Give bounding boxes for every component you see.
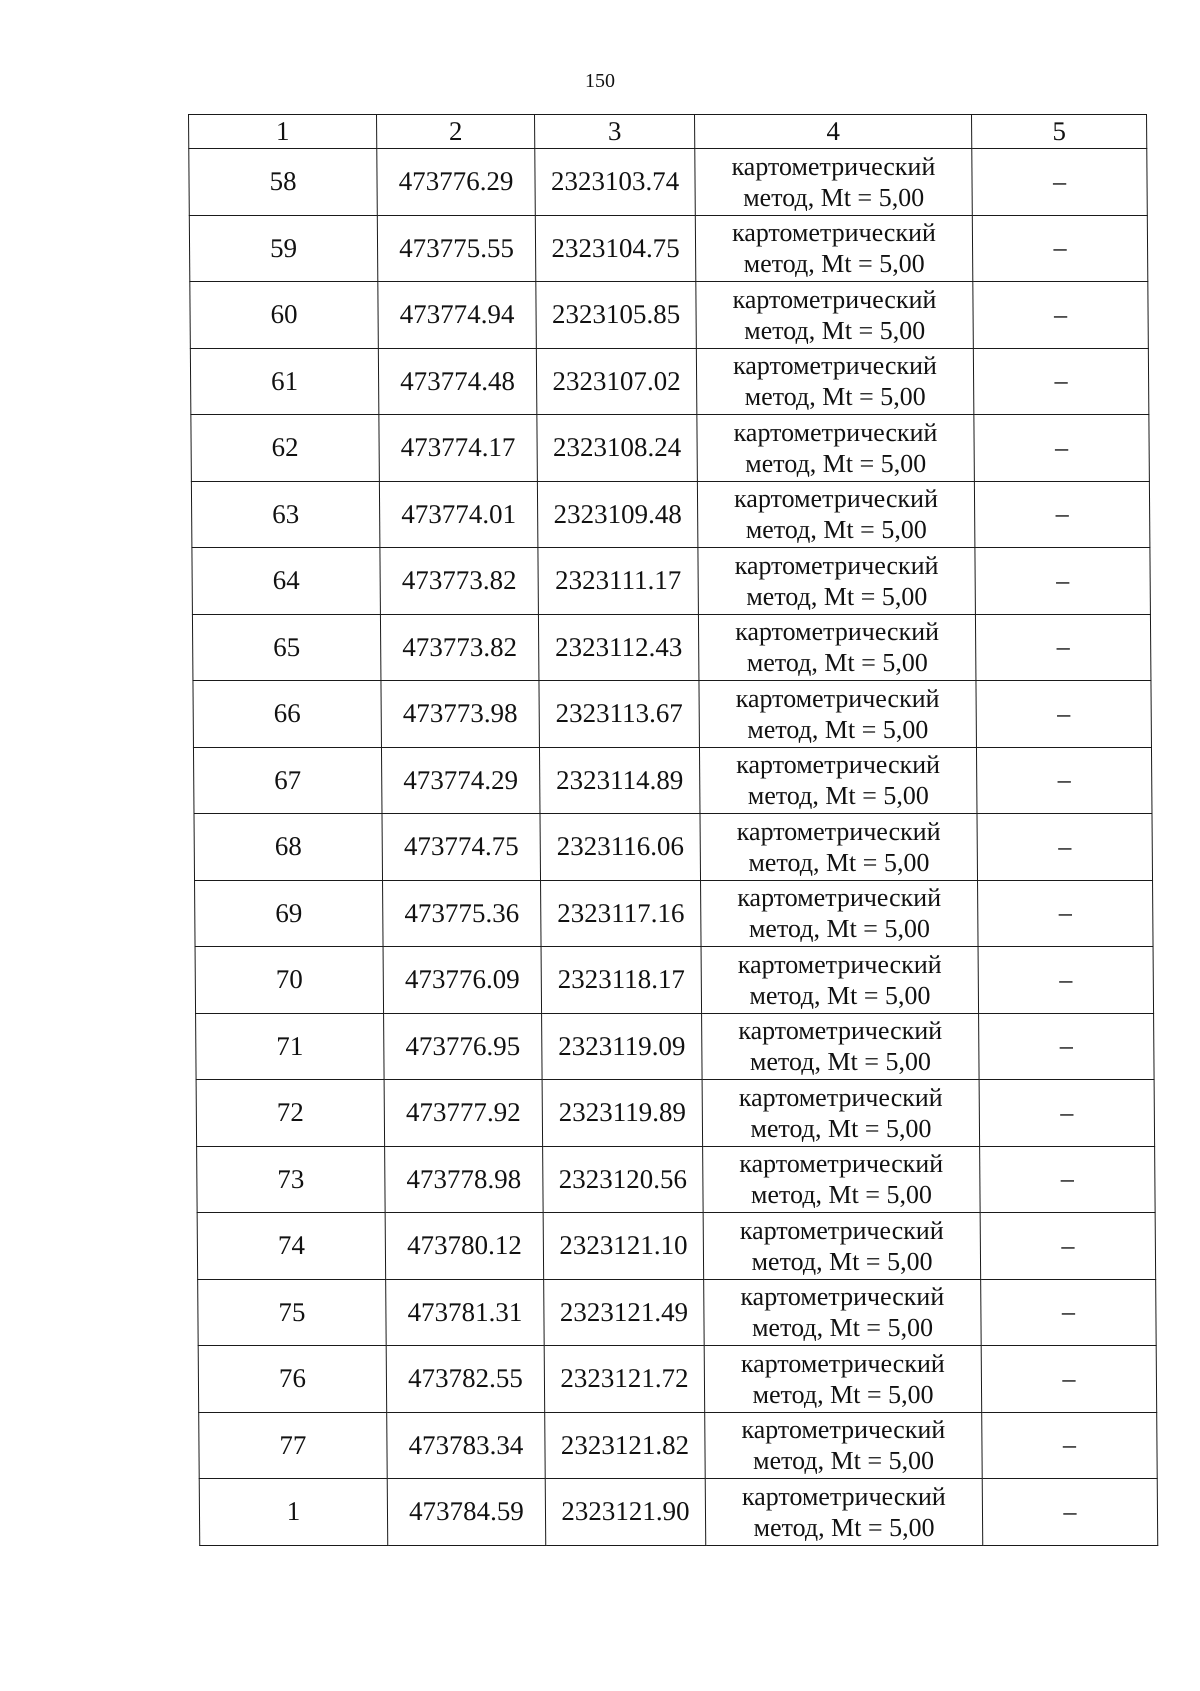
- method-line-1: картометрический: [741, 1415, 946, 1445]
- coordinates-table: [188, 114, 1158, 1546]
- method-cell: [702, 1080, 980, 1147]
- point-number-cell: 59: [189, 215, 378, 282]
- point-number-cell: 65: [192, 614, 381, 681]
- method-cell: [697, 415, 975, 482]
- x-coordinate-cell: 473776.09: [383, 947, 542, 1014]
- method-line-1: картометрический: [737, 949, 942, 979]
- method-line-2: метод, Mt = 5,00: [748, 847, 930, 877]
- column-5-cell: –: [975, 548, 1151, 615]
- table-row: [195, 947, 1154, 1014]
- column-5-cell: –: [978, 880, 1154, 947]
- x-coordinate-cell: 473782.55: [386, 1346, 545, 1413]
- y-coordinate-cell: 2323116.06: [540, 814, 701, 881]
- method-cell: [701, 880, 979, 947]
- method-cell: [696, 348, 974, 415]
- column-5-cell: –: [972, 215, 1148, 282]
- y-coordinate-cell: 2323120.56: [543, 1146, 704, 1213]
- table-row: [197, 1146, 1156, 1213]
- table-row: [196, 1013, 1155, 1080]
- x-coordinate-cell: 473784.59: [387, 1479, 546, 1546]
- method-line-1: картометрический: [738, 1082, 943, 1112]
- point-number-cell: 74: [197, 1213, 386, 1280]
- point-number-cell: 58: [189, 149, 378, 216]
- x-coordinate-cell: 473774.29: [381, 747, 540, 814]
- method-line-2: метод, Mt = 5,00: [749, 1047, 932, 1077]
- table-row: [193, 681, 1152, 748]
- column-5-cell: –: [973, 282, 1149, 349]
- method-cell: [700, 814, 978, 881]
- method-line-2: метод, Mt = 5,00: [751, 1246, 933, 1276]
- table-row: [198, 1346, 1157, 1413]
- x-coordinate-cell: 473775.55: [377, 215, 536, 282]
- point-number-cell: 63: [191, 481, 380, 548]
- column-5-cell: –: [979, 1013, 1155, 1080]
- table-row: [199, 1412, 1158, 1479]
- method-line-2: метод, Mt = 5,00: [748, 914, 931, 944]
- table-row: [199, 1479, 1158, 1546]
- x-coordinate-cell: 473773.82: [380, 548, 539, 615]
- method-line-2: метод, Mt = 5,00: [747, 781, 929, 811]
- column-5-cell: –: [973, 348, 1149, 415]
- method-line-1: картометрический: [731, 218, 936, 248]
- method-line-2: метод, Mt = 5,00: [750, 1113, 932, 1143]
- point-number-cell: 68: [194, 814, 383, 881]
- table-row: [192, 614, 1151, 681]
- column-5-cell: –: [981, 1279, 1157, 1346]
- x-coordinate-cell: 473776.95: [384, 1013, 543, 1080]
- method-line-1: картометрический: [739, 1215, 944, 1245]
- point-number-cell: 67: [193, 747, 382, 814]
- method-cell: [705, 1479, 983, 1546]
- x-coordinate-cell: 473774.17: [379, 415, 538, 482]
- x-coordinate-cell: 473775.36: [383, 880, 542, 947]
- table-row: [193, 747, 1152, 814]
- y-coordinate-cell: 2323119.09: [542, 1013, 703, 1080]
- method-line-1: картометрический: [732, 284, 937, 314]
- y-coordinate-cell: 2323113.67: [539, 681, 700, 748]
- method-line-2: метод, Mt = 5,00: [743, 182, 925, 212]
- method-line-1: картометрический: [736, 816, 941, 846]
- method-cell: [699, 681, 977, 748]
- method-line-2: метод, Mt = 5,00: [751, 1313, 934, 1343]
- table-body: [189, 149, 1158, 1546]
- x-coordinate-cell: 473774.01: [379, 481, 538, 548]
- method-line-1: картометрический: [739, 1149, 944, 1179]
- column-5-cell: –: [981, 1346, 1157, 1413]
- header-col-5: 5: [972, 115, 1147, 149]
- method-line-1: картометрический: [734, 550, 939, 580]
- method-line-1: картометрический: [733, 417, 938, 447]
- header-row: [189, 115, 1147, 149]
- header-col-3: 3: [535, 115, 695, 149]
- table-row: [191, 415, 1150, 482]
- column-5-cell: –: [982, 1479, 1158, 1546]
- header-col-4: 4: [695, 115, 972, 149]
- method-cell: [695, 149, 973, 216]
- y-coordinate-cell: 2323121.10: [543, 1213, 704, 1280]
- x-coordinate-cell: 473776.29: [377, 149, 536, 216]
- x-coordinate-cell: 473773.98: [381, 681, 540, 748]
- method-line-1: картометрический: [731, 151, 936, 181]
- method-line-2: метод, Mt = 5,00: [744, 315, 926, 345]
- page-number: 150: [585, 70, 615, 92]
- column-5-cell: –: [979, 1080, 1155, 1147]
- method-cell: [703, 1213, 981, 1280]
- table-row: [192, 548, 1151, 615]
- y-coordinate-cell: 2323105.85: [536, 282, 697, 349]
- method-line-2: метод, Mt = 5,00: [747, 714, 929, 744]
- method-cell: [702, 1013, 980, 1080]
- method-cell: [703, 1146, 981, 1213]
- method-line-1: картометрический: [740, 1282, 945, 1312]
- y-coordinate-cell: 2323107.02: [536, 348, 697, 415]
- table-row: [190, 282, 1149, 349]
- point-number-cell: 76: [198, 1346, 387, 1413]
- method-cell: [701, 947, 979, 1014]
- point-number-cell: 77: [199, 1412, 388, 1479]
- method-line-2: метод, Mt = 5,00: [752, 1379, 934, 1409]
- table-row: [197, 1213, 1156, 1280]
- point-number-cell: 60: [190, 282, 379, 349]
- method-line-2: метод, Mt = 5,00: [753, 1512, 935, 1542]
- x-coordinate-cell: 473774.94: [378, 282, 537, 349]
- column-5-cell: –: [980, 1146, 1156, 1213]
- x-coordinate-cell: 473778.98: [385, 1146, 544, 1213]
- point-number-cell: 71: [196, 1013, 385, 1080]
- method-line-2: метод, Mt = 5,00: [746, 581, 928, 611]
- point-number-cell: 70: [195, 947, 384, 1014]
- point-number-cell: 66: [193, 681, 382, 748]
- point-number-cell: 62: [191, 415, 380, 482]
- y-coordinate-cell: 2323121.82: [545, 1412, 706, 1479]
- column-5-cell: –: [977, 814, 1153, 881]
- method-line-1: картометрический: [735, 683, 940, 713]
- method-cell: [695, 215, 973, 282]
- y-coordinate-cell: 2323118.17: [541, 947, 702, 1014]
- column-5-cell: –: [975, 614, 1151, 681]
- method-line-1: картометрический: [734, 484, 939, 514]
- point-number-cell: 61: [190, 348, 379, 415]
- table-row: [191, 481, 1150, 548]
- x-coordinate-cell: 473774.75: [382, 814, 541, 881]
- x-coordinate-cell: 473774.48: [378, 348, 537, 415]
- header-col-2: 2: [377, 115, 535, 149]
- method-cell: [698, 548, 976, 615]
- method-line-1: картометрический: [732, 351, 937, 381]
- x-coordinate-cell: 473781.31: [386, 1279, 545, 1346]
- method-cell: [704, 1346, 982, 1413]
- method-line-1: картометрический: [741, 1481, 946, 1511]
- table-row: [198, 1279, 1157, 1346]
- method-line-1: картометрический: [736, 750, 941, 780]
- point-number-cell: 64: [192, 548, 381, 615]
- y-coordinate-cell: 2323121.90: [545, 1479, 706, 1546]
- y-coordinate-cell: 2323111.17: [538, 548, 699, 615]
- y-coordinate-cell: 2323108.24: [537, 415, 698, 482]
- x-coordinate-cell: 473783.34: [387, 1412, 546, 1479]
- y-coordinate-cell: 2323121.49: [544, 1279, 705, 1346]
- method-line-2: метод, Mt = 5,00: [745, 448, 927, 478]
- method-cell: [704, 1279, 982, 1346]
- column-5-cell: –: [978, 947, 1154, 1014]
- method-line-2: метод, Mt = 5,00: [746, 648, 928, 678]
- column-5-cell: –: [976, 681, 1152, 748]
- column-5-cell: –: [974, 415, 1150, 482]
- point-number-cell: 72: [196, 1080, 385, 1147]
- method-cell: [699, 747, 977, 814]
- point-number-cell: 75: [198, 1279, 387, 1346]
- header-col-1: 1: [189, 115, 377, 149]
- method-cell: [698, 614, 976, 681]
- table-row: [190, 348, 1149, 415]
- y-coordinate-cell: 2323104.75: [535, 215, 696, 282]
- method-line-1: картометрический: [738, 1016, 943, 1046]
- y-coordinate-cell: 2323109.48: [537, 481, 698, 548]
- method-line-1: картометрический: [735, 617, 940, 647]
- y-coordinate-cell: 2323119.89: [542, 1080, 703, 1147]
- x-coordinate-cell: 473773.82: [380, 614, 539, 681]
- method-cell: [705, 1412, 983, 1479]
- method-line-2: метод, Mt = 5,00: [750, 1180, 933, 1210]
- table-row: [189, 215, 1148, 282]
- method-line-2: метод, Mt = 5,00: [749, 980, 931, 1010]
- table-header: [189, 115, 1147, 149]
- x-coordinate-cell: 473777.92: [384, 1080, 543, 1147]
- table-row: [196, 1080, 1155, 1147]
- column-5-cell: –: [980, 1213, 1156, 1280]
- y-coordinate-cell: 2323112.43: [538, 614, 699, 681]
- table-row: [194, 814, 1153, 881]
- y-coordinate-cell: 2323103.74: [535, 149, 696, 216]
- y-coordinate-cell: 2323121.72: [544, 1346, 705, 1413]
- column-5-cell: –: [972, 149, 1148, 216]
- method-cell: [697, 481, 975, 548]
- x-coordinate-cell: 473780.12: [385, 1213, 544, 1280]
- method-line-2: метод, Mt = 5,00: [743, 249, 925, 279]
- table-row: [189, 149, 1148, 216]
- column-5-cell: –: [982, 1412, 1158, 1479]
- y-coordinate-cell: 2323114.89: [539, 747, 700, 814]
- method-line-1: картометрический: [737, 883, 942, 913]
- column-5-cell: –: [976, 747, 1152, 814]
- point-number-cell: 1: [199, 1479, 388, 1546]
- method-line-2: метод, Mt = 5,00: [752, 1446, 935, 1476]
- table-row: [195, 880, 1154, 947]
- point-number-cell: 69: [195, 880, 384, 947]
- point-number-cell: 73: [197, 1146, 386, 1213]
- method-line-2: метод, Mt = 5,00: [744, 382, 926, 412]
- method-line-1: картометрический: [740, 1348, 945, 1378]
- y-coordinate-cell: 2323117.16: [541, 880, 702, 947]
- method-cell: [696, 282, 974, 349]
- column-5-cell: –: [974, 481, 1150, 548]
- method-line-2: метод, Mt = 5,00: [745, 515, 927, 545]
